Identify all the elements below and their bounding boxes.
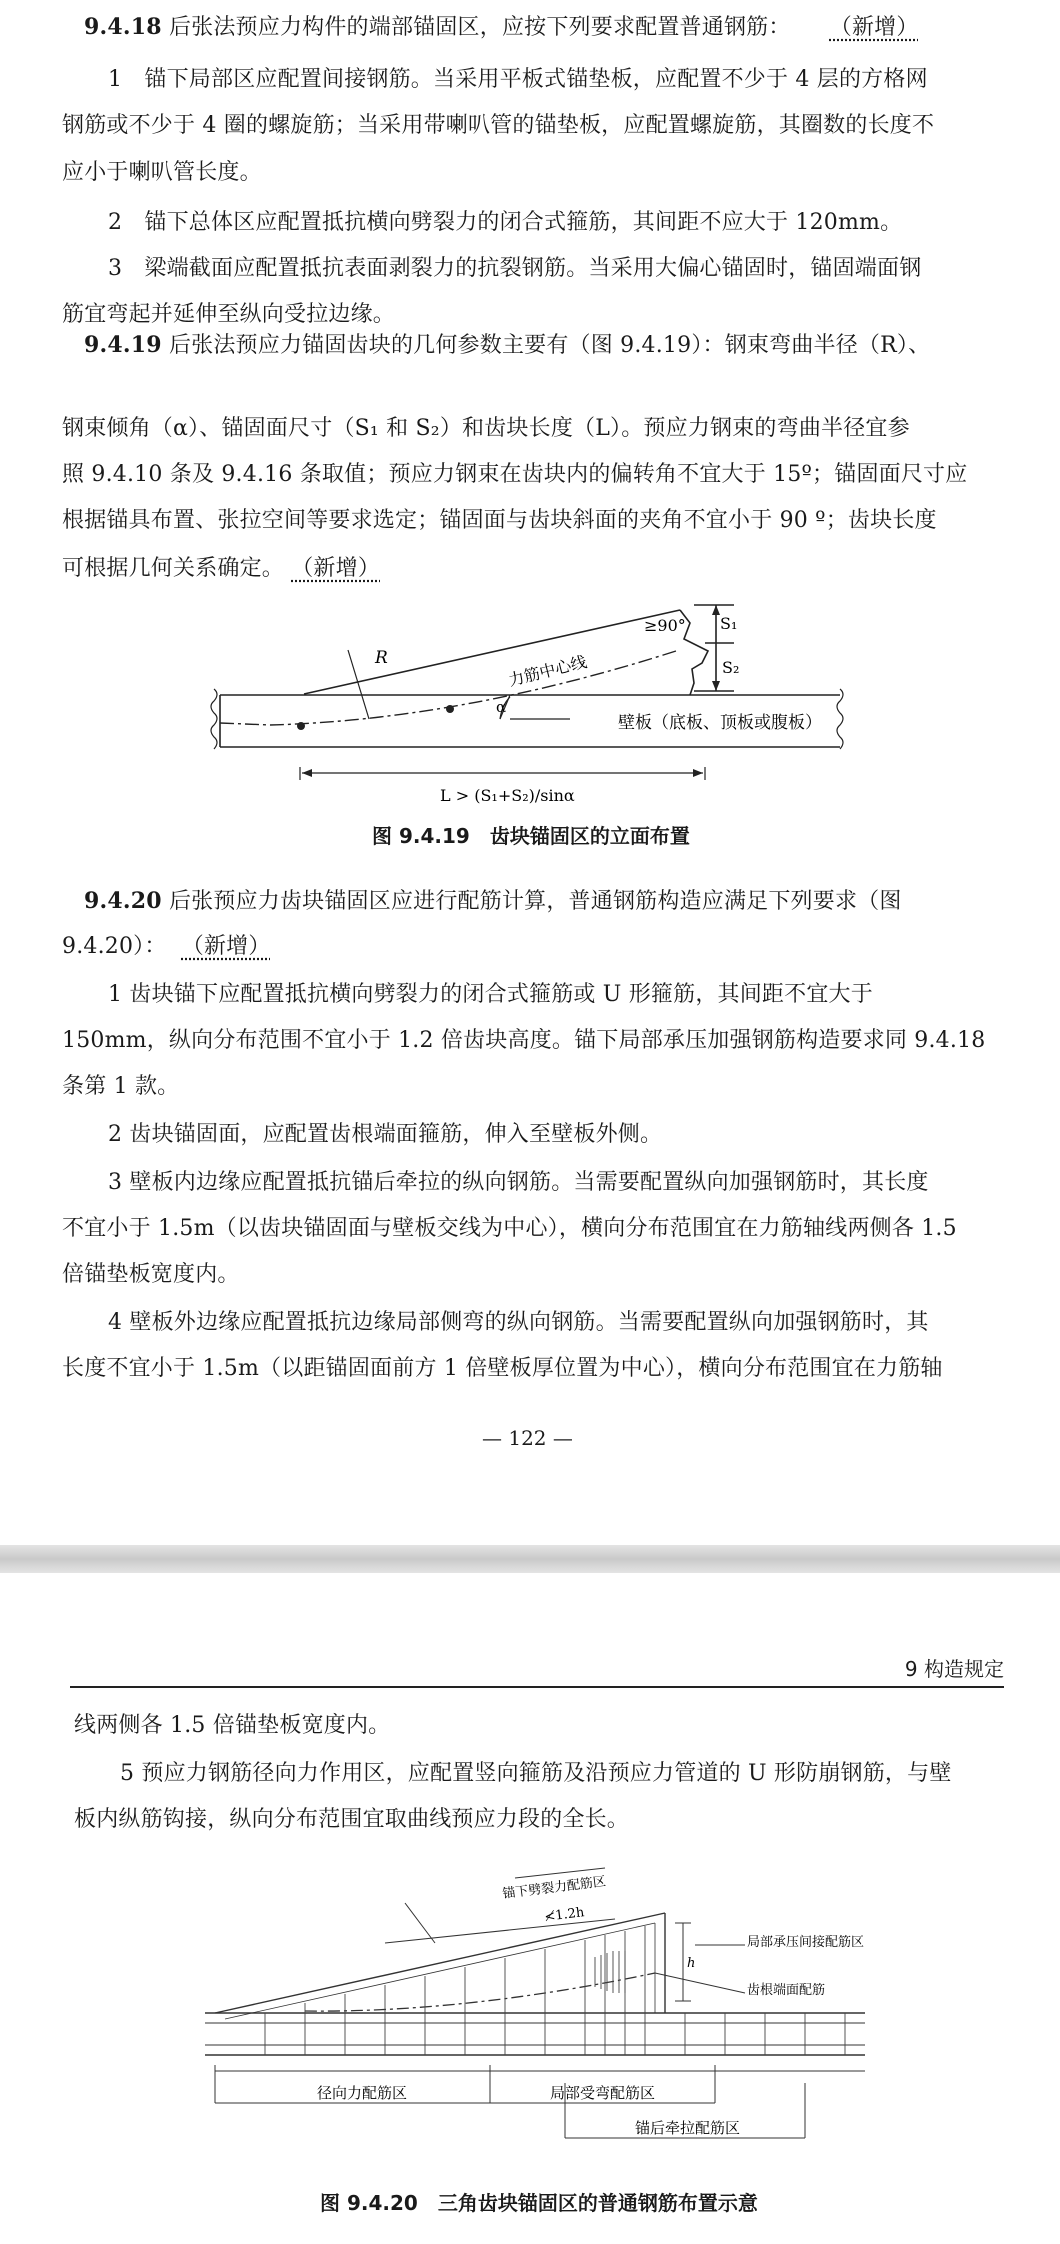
paragraph-line: 1 锚下局部区应配置间接钢筋。当采用平板式锚垫板，应配置不少于 4 层的方格网 xyxy=(108,67,928,92)
label-root-zone: 齿根端面配筋 xyxy=(747,1983,826,1998)
paragraph-line: 2 齿块锚固面，应配置齿根端面箍筋，伸入至壁板外侧。 xyxy=(108,1122,663,1147)
label-L: L > (S₁+S₂)/sinα xyxy=(440,786,575,805)
paragraph-line: 筋宜弯起并延伸至纵向受拉边缘。 xyxy=(62,302,396,327)
figure-9-4-19 xyxy=(200,595,850,815)
paragraph-line: 钢束倾角（α）、锚固面尺寸（S₁ 和 S₂）和齿块长度（L）。预应力钢束的弯曲半径宜参 xyxy=(62,416,910,441)
label-radial-zone: 径向力配筋区 xyxy=(317,2084,408,2102)
clause-number: 9.4.20 xyxy=(84,888,162,914)
paragraph-line: 板内纵筋钩接，纵向分布范围宜取曲线预应力段的全长。 xyxy=(74,1807,630,1832)
page-separator xyxy=(0,1545,1060,1573)
paragraph-line: 照 9.4.10 条及 9.4.16 条取值；预应力钢束在齿块内的偏转角不宜大于 15º；锚固面尺寸应 xyxy=(62,462,968,487)
new-tag: （新增） xyxy=(829,15,919,40)
break-line-left xyxy=(211,689,217,749)
paragraph-line: 条第 1 款。 xyxy=(62,1074,180,1099)
clause-text: 后张法预应力构件的端部锚固区，应按下列要求配置普通钢筋： xyxy=(168,15,791,40)
clause-text: 后张预应力齿块锚固区应进行配筋计算，普通钢筋构造应满足下列要求（图 xyxy=(168,889,902,914)
clause-9-4-19-heading xyxy=(84,330,930,361)
label-centerline: 力筋中心线 xyxy=(506,652,589,690)
paragraph-line: 倍锚垫板宽度内。 xyxy=(62,1262,240,1287)
paragraph-text: 可根据几何关系确定。 xyxy=(62,556,285,581)
new-tag: （新增） xyxy=(291,556,381,581)
label-R: R xyxy=(375,648,388,668)
paragraph-line: 2 锚下总体区应配置抵抗横向劈裂力的闭合式箍筋，其间距不应大于 120mm。 xyxy=(108,210,903,235)
label-local-zone: 局部承压间接配筋区 xyxy=(747,1935,865,1950)
paragraph-line: 150mm，纵向分布范围不宜小于 1.2 倍齿块高度。锚下局部承压加强钢筋构造要求同 9.4.18 xyxy=(62,1028,986,1053)
paragraph-line: 3 梁端截面应配置抵抗表面剥裂力的抗裂钢筋。当采用大偏心锚固时，锚固端面钢 xyxy=(108,256,922,281)
paragraph-line: 3 壁板内边缘应配置抵抗锚后牵拉的纵向钢筋。当需要配置纵向加强钢筋时，其长度 xyxy=(108,1170,929,1195)
paragraph-line: 5 预应力钢筋径向力作用区，应配置竖向箍筋及沿预应力管道的 U 形防崩钢筋，与壁 xyxy=(120,1761,952,1786)
header-rule xyxy=(70,1686,1004,1688)
paragraph-line: 线两侧各 1.5 倍锚垫板宽度内。 xyxy=(74,1713,391,1738)
clause-number: 9.4.19 xyxy=(84,332,162,358)
paragraph-line: 不宜小于 1.5m（以齿块锚固面与壁板交线为中心），横向分布范围宜在力筋轴线两侧各 1.5 xyxy=(62,1216,957,1241)
clause-9-4-20-heading xyxy=(84,886,902,917)
break-line-right xyxy=(837,689,843,749)
label-S2: S₂ xyxy=(722,658,740,677)
label-pull-zone: 锚后牵拉配筋区 xyxy=(635,2119,741,2137)
label-alpha: α xyxy=(496,698,507,716)
paragraph-line: 4 壁板外边缘应配置抵抗边缘局部侧弯的纵向钢筋。当需要配置纵向加强钢筋时，其 xyxy=(108,1310,929,1335)
radius-line xyxy=(348,650,369,719)
paragraph-line xyxy=(62,932,271,962)
block-slope xyxy=(215,1913,665,2013)
figure-9-4-20 xyxy=(185,1863,905,2193)
paragraph-line: 应小于喇叭管长度。 xyxy=(62,160,262,185)
new-tag: （新增） xyxy=(181,934,271,959)
figure-caption-9-4-20: 图 9.4.20 三角齿块锚固区的普通钢筋布置示意 xyxy=(320,2191,758,2215)
paragraph-line: 根据锚具布置、张拉空间等要求选定；锚固面与齿块斜面的夹角不宜小于 90 º；齿块长度 xyxy=(62,508,937,533)
running-head: 9 构造规定 xyxy=(904,1657,1004,1681)
label-angle: ≥90° xyxy=(644,616,686,635)
page-number: — 122 — xyxy=(482,1426,573,1450)
paragraph-line: 1 齿块锚下应配置抵抗横向劈裂力的闭合式箍筋或 U 形箍筋，其间距不宜大于 xyxy=(108,982,873,1007)
label-split-zone: 锚下劈裂力配筋区 xyxy=(501,1874,607,1902)
tendon-point xyxy=(297,722,305,730)
label-bend-zone: 局部受弯配筋区 xyxy=(550,2084,656,2102)
paragraph-line xyxy=(62,554,380,584)
page-123 xyxy=(0,1573,1060,2244)
clause-text: 后张法预应力锚固齿块的几何参数主要有（图 9.4.19）：钢束弯曲半径（R）、 xyxy=(168,333,931,358)
paragraph-line: 长度不宜小于 1.5m（以距锚固面前方 1 倍壁板厚位置为中心），横向分布范围宜在力筋轴 xyxy=(62,1356,943,1381)
paragraph-text: 9.4.20）： xyxy=(62,934,167,959)
block-slope xyxy=(304,610,680,694)
figure-caption-9-4-19: 图 9.4.19 齿块锚固区的立面布置 xyxy=(372,824,690,848)
paragraph-line: 钢筋或不少于 4 圈的螺旋筋；当采用带喇叭管的锚垫板，应配置螺旋筋，其圈数的长度不 xyxy=(62,113,935,138)
clause-9-4-18-heading xyxy=(84,12,919,43)
tendon-point xyxy=(446,705,454,713)
clause-number: 9.4.18 xyxy=(84,14,162,40)
label-S1: S₁ xyxy=(720,614,738,633)
label-wall: 壁板（底板、顶板或腹板） xyxy=(618,713,822,733)
label-split-length: ≮1.2h xyxy=(543,1905,586,1925)
label-h: h xyxy=(687,1956,696,1971)
